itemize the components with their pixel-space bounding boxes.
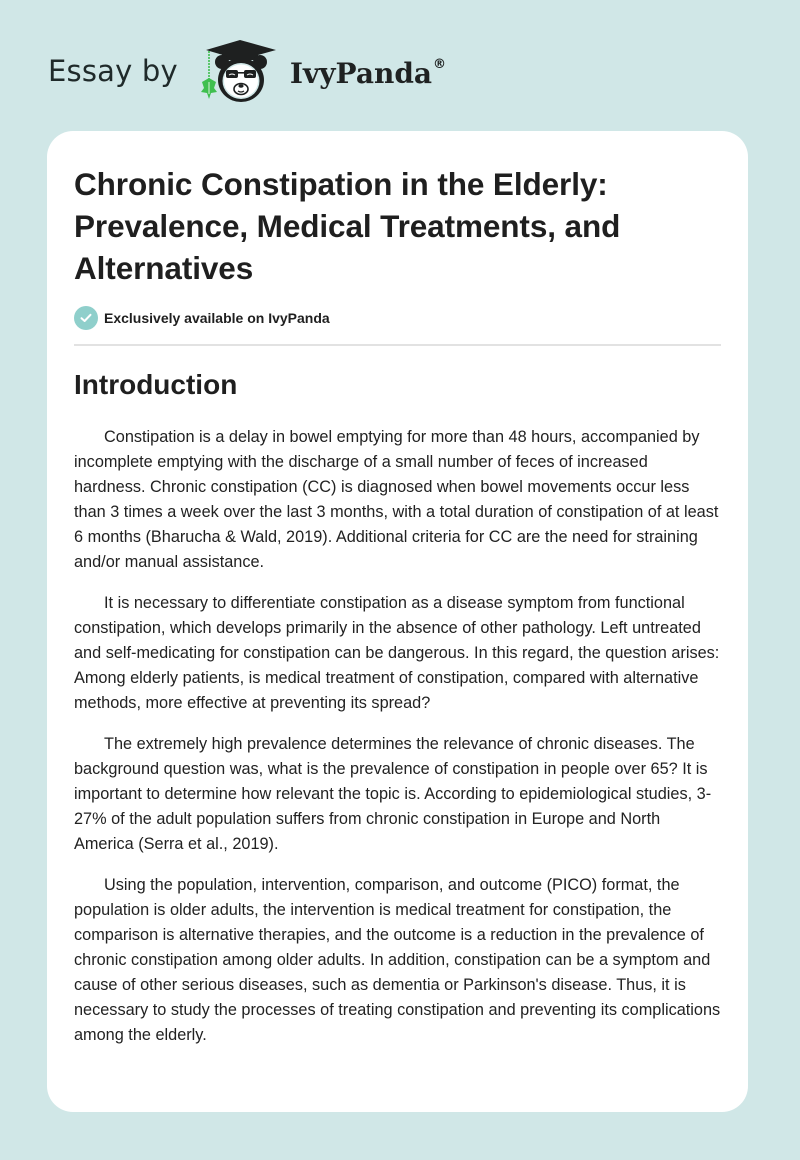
section-heading: Introduction [74,369,238,400]
essay-title: Chronic Constipation in the Elderly: Prevalence, Medical Treatments, and Alternatives [74,166,621,286]
brand-name-text: IvyPanda [289,56,433,90]
check-circle-icon [74,306,98,330]
section-introduction [74,368,721,1048]
paragraph: It is necessary to differentiate constipation as a disease symptom from functional constipation, which develops primarily in the absence of other pathology. Left untreated and self-medicating for constipation can be dangerous. In this regard, the question arises: Among elderly patients, is medical treatment of constipation, compared with alternative methods, more effective at preventing its spread? [74,594,720,712]
panda-graduate-logo-icon [196,36,284,106]
paragraph: The extremely high prevalence determines the relevance of chronic diseases. The background question was, what is the prevalence of constipation in people over 65? It is important to determine how relevant the topic is. According to epidemiological studies, 3-27% of the adult population suffers from chronic constipation in Europe and North America (Serra et al., 2019). [74,735,712,853]
paragraph: Constipation is a delay in bowel emptying for more than 48 hours, accompanied by incomplete emptying with the discharge of a small number of feces of increased hardness. Chronic constipation (CC) is diagnosed when bowel movements occur less than 3 times a week over the last 3 months, with a total duration of constipation of at least 6 months (Bharucha & Wald, 2019). Additional criteria for CC are the need for straining and/or manual assistance. [74,428,719,571]
exclusive-label: Exclusively available on IvyPanda [104,310,330,326]
title-divider [74,344,721,346]
paragraph: Using the population, intervention, comparison, and outcome (PICO) format, the population is older adults, the intervention is medical treatment for constipation, the comparison is alternative therapies, and the outcome is a reduction in the prevalence of chronic constipation among older adults. In addition, constipation can be a symptom and cause of other serious diseases, such as dementia or Parkinson's disease. Thus, it is necessary to study the processes of treating constipation and preventing its complications among the elderly. [74,876,721,1044]
brand-prefix: Essay by [48,54,178,88]
exclusive-badge [74,305,721,331]
site-header-brand[interactable] [48,36,446,106]
section-body [74,425,721,1048]
registered-mark: ® [433,57,447,73]
essay-card [47,131,748,1112]
brand-name [290,57,446,90]
